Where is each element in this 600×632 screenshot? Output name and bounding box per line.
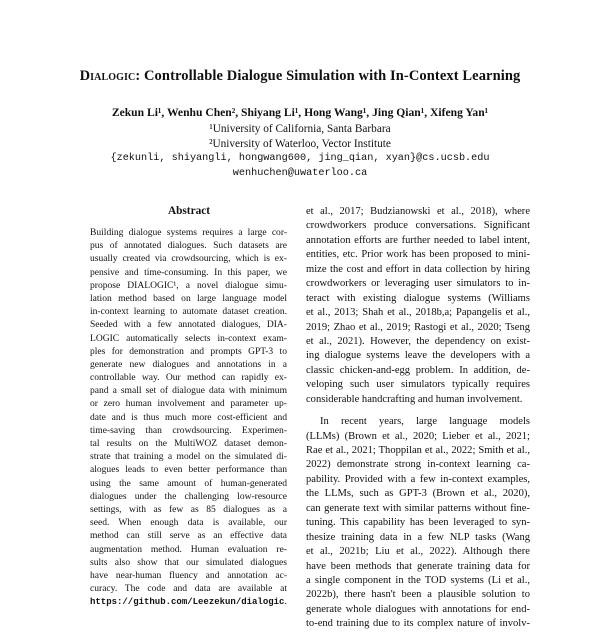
abstract-line: LOGIC automatically selects in-context exam-: [90, 332, 287, 344]
author-email-waterloo: wenhuchen@uwaterloo.ca: [232, 168, 368, 179]
body-line: ing dialogue systems leave the developers with a: [306, 350, 530, 362]
body-line: (LLMs) (Brown et al., 2020; Lieber et al., 2021;: [306, 430, 530, 442]
author-emails-ucsb: {zekunli, shiyangli, hongwang600, jing_qian, xyan}@cs.ucsb.edu: [110, 153, 490, 164]
affiliation-waterloo: ²University of Waterloo, Vector Institute: [209, 138, 391, 150]
body-line: generate whole dialogues with annotations for end-: [306, 603, 530, 615]
paragraph-gap: [306, 407, 530, 415]
abstract-code-line: [90, 595, 287, 608]
abstract-line: date and is thus much more cost-efficient and: [90, 411, 287, 423]
body-line: teract with existing dialogue systems (Williams: [306, 292, 530, 304]
body-line: can generate text with similar patterns without fine-: [306, 502, 530, 514]
body-line: crowdworkers produce conversations. Significant: [306, 220, 530, 232]
abstract-line: Building dialogue systems requires a large cor-: [90, 227, 287, 238]
body-line: a single component in the TOD systems (Li et al.,: [306, 574, 530, 586]
body-line: thesize training data in a few NLP tasks (Wang: [306, 531, 530, 543]
abstract-line: pus of annotated dialogues. Such datasets are: [90, 240, 287, 252]
code-url-period: .: [284, 596, 287, 608]
abstract-line: strate that training a model on the simulated di-: [90, 451, 287, 463]
abstract-line: dialogues under the challenging low-resource: [90, 490, 287, 502]
author-list: Zekun Li¹, Wenhu Chen², Shiyang Li¹, Hong Wang¹, Jing Qian¹, Xifeng Yan¹: [111, 106, 489, 119]
body-line: classic chicken-and-egg problem. In addition, de-: [306, 364, 530, 376]
abstract-line: alogues leads to even better performance than: [90, 464, 287, 476]
abstract-line: controllable way. Our method can rapidly ex-: [90, 372, 287, 384]
body-line: et al., 2013; Shah et al., 2018b,a; Papangelis et al.,: [306, 307, 530, 319]
abstract-body: [90, 226, 287, 608]
abstract-line: method can still serve as an effective data: [90, 530, 287, 542]
body-column-right: [306, 205, 530, 632]
body-line: annotation efforts are further needed to label intent,: [306, 234, 530, 246]
body-line: Rae et al., 2021; Thoppilan et al., 2022; Smith et al.,: [306, 445, 530, 456]
abstract-line: seed. When enough data is available, our: [90, 517, 287, 529]
abstract-line: using the same amount of human-generated: [90, 477, 287, 489]
body-line: mize the cost and effort in data collection by hiring: [306, 263, 530, 275]
abstract-line: Seeded with a few annotated dialogues, DIA-: [90, 319, 287, 331]
abstract-line: sults also show that our simulated dialogues: [90, 556, 287, 568]
abstract-line: pand a small set of dialogue data with minimum: [90, 385, 287, 397]
abstract-line: in-context learning to automate dataset creation.: [90, 306, 287, 318]
body-line: crowdworkers or leveraging user simulators to in-: [306, 278, 530, 290]
abstract-line: ples for demonstration and prompts GPT-3 to: [90, 345, 287, 357]
abstract-line: tal results on the MultiWOZ dataset demon-: [90, 438, 287, 449]
body-line: the LLMs, such as GPT-3 (Brown et al., 2020),: [306, 488, 530, 500]
code-url-link[interactable]: https://github.com/Leezekun/dialogic: [90, 597, 285, 608]
abstract-line: usually created via crowdsourcing, which is ex-: [90, 253, 287, 265]
abstract-line: augmentation method. Human evaluation re-: [90, 543, 287, 555]
abstract-line: have near-human fluency and annotation ac-: [90, 569, 287, 581]
body-line: In recent years, large language models: [320, 416, 530, 428]
body-line: 2022) demonstrate strong in-context learning ca-: [306, 459, 530, 471]
title-text: : Controllable Dialogue Simulation with In-Context Learning: [135, 68, 521, 84]
body-line: entities, etc. Prior work has been proposed to mini-: [306, 249, 530, 261]
body-line: et al., 2021b; Liu et al., 2022). Although there: [306, 546, 530, 558]
body-line: have been methods that generate training data for: [306, 560, 530, 572]
abstract-line: lation method based on large language model: [90, 292, 287, 304]
body-line: et al., 2021). However, the dependency on exist-: [306, 335, 530, 347]
body-line: et al., 2017; Budzianowski et al., 2018), where: [306, 206, 530, 217]
abstract-line: generate new dialogues and annotations in a: [90, 358, 287, 370]
abstract-line: curacy. The code and data are available at: [90, 583, 287, 595]
body-line: considerable handcrafting and human involvement.: [306, 393, 523, 405]
paper-title: [0, 68, 600, 85]
title-system-name: Dialogic: [79, 68, 136, 84]
affiliation-ucsb: ¹University of California, Santa Barbara: [209, 123, 391, 135]
body-line: veloping such user simulators typically requires: [306, 379, 530, 391]
abstract-heading: Abstract: [167, 205, 211, 217]
abstract-line: settings, with as few as 85 dialogues as a: [90, 503, 287, 515]
abstract-line: pensive and time-consuming. In this paper, we: [90, 266, 287, 278]
body-line: 2019; Zhao et al., 2019; Rastogi et al., 2020; Tseng: [306, 321, 530, 333]
abstract-line: time-saving than crowdsourcing. Experimen-: [90, 424, 287, 436]
abstract-line: or zero human involvement and parameter up-: [90, 398, 287, 410]
abstract-line: propose DIALOGIC¹, a novel dialogue simu-: [90, 279, 287, 291]
body-line: tuning. This capability has been leveraged to syn-: [306, 517, 530, 529]
body-line: to-end training due to its complex nature of involv-: [306, 618, 530, 630]
body-line: pability. Provided with a few in-context examples,: [306, 473, 530, 485]
body-line: 2022b), there hasn't been a plausible solution to: [306, 589, 530, 601]
